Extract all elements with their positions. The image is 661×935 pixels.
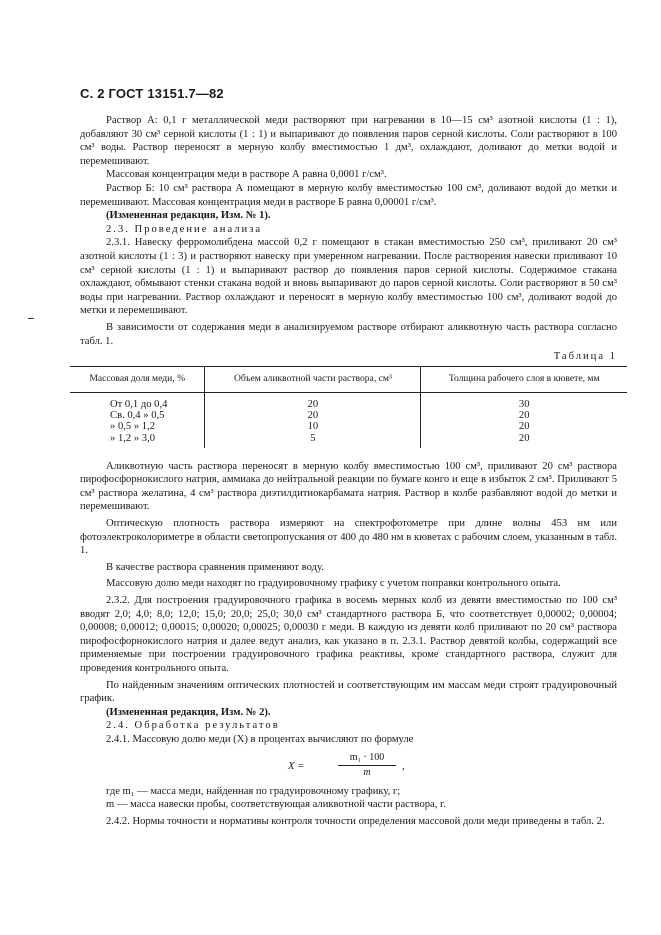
paragraph-optical-density: Оптическую плотность раствора измеряют на спектрофотометре при длине волны 453 нм или фотоэлектроколориметре в области светопропускания от 400 до 480 нм в кюветах с рабочим слоем, указанным в табл. 1. [80, 518, 617, 557]
table-header-cell: Массовая доля меди, % [70, 366, 205, 392]
table-row [70, 433, 627, 448]
paragraph-aliquot-transfer: Аликвотную часть раствора переносят в мерную колбу вместимостью 100 см³, приливают 20 см³ раствора пирофосфорнокислого натрия, аммиака до нейтральной реакции по бумаге конго и еще в избыток 2 см³. Приливают 5 см³ раствора желатина, 4 см³ раствора диэтилдитиокарбамата натрия. Раствор в колбе разбавляют водой до метки и перемешивают. [80, 460, 617, 513]
paragraph-copper-fraction: Массовую долю меди находят по градуировочному графику с учетом поправки контрольного опыта. [106, 578, 561, 590]
formula-fraction [338, 751, 396, 780]
table-cell: 20 [205, 392, 421, 410]
paragraph-2-4-2: 2.4.2. Нормы точности и нормативы контроля точности определения массовой доли меди приведены в табл. 2. [106, 815, 605, 827]
formula-lhs: X = [288, 760, 305, 772]
revision-note-1: (Измененная редакция, Изм. № 1). [106, 210, 271, 222]
table-row [70, 421, 627, 432]
paragraph-aliquot: В зависимости от содержания меди в анализируемом растворе отбирают аликвотную часть раствора согласно табл. 1. [80, 321, 617, 347]
table-1 [70, 366, 627, 448]
margin-mark [28, 318, 34, 319]
paragraph-reference-solution: В качестве раствора сравнения применяют воду. [106, 561, 324, 573]
paragraph-solution-a: Раствор А: 0,1 г металлической меди растворяют при нагревании в 10—15 см³ азотной кислоты (1 : 1), добавляют 30 см³ серной кислоты (1 : 1) и выпаривают до появления паров серной кислоты. Соли растворяют в 100 см³ воды. Раствор переносят в мерную колбу вместимостью 1 дм³, охлаждают, доливают до метки водой и перемешивают. [80, 115, 617, 167]
table-row [70, 392, 627, 410]
section-heading-results: 2.4. Обработка результатов [106, 720, 280, 732]
revision-note-2: (Измененная редакция, Изм. № 2). [106, 706, 271, 718]
table-cell: 20 [421, 410, 627, 421]
table-row [70, 410, 627, 421]
table-cell: 20 [205, 410, 421, 421]
formula-tail: , [402, 760, 405, 772]
formula-numerator: m₁ · 100 [338, 751, 396, 767]
table-cell: 10 [205, 421, 421, 432]
formula [80, 751, 617, 781]
document-body [80, 114, 617, 828]
table-cell: От 0,1 до 0,4 [110, 398, 168, 410]
table-caption: Таблица 1 [553, 351, 617, 363]
table-cell: 20 [421, 421, 627, 432]
paragraph-calibration: По найденным значениям оптических плотностей и соответствующим им массам меди строят градуировочный график. [80, 679, 617, 705]
variable-definition-m1: где m₁ — масса меди, найденная по градуировочному графику, г; [106, 785, 401, 797]
table-cell: Св. 0,4 » 0,5 [110, 410, 165, 422]
table-header-cell: Объем аликвотной части раствора, см³ [205, 366, 421, 392]
formula-denominator: m [363, 767, 371, 779]
paragraph-2-4-1: 2.4.1. Массовую долю меди (X) в процентах вычисляют по формуле [106, 733, 414, 745]
paragraph-solution-b: Раствор Б: 10 см³ раствора А помещают в мерную колбу вместимостью 100 см³, доливают водой до метки и перемешивают. Массовая концентрация меди в растворе Б равна 0,00001 г/см³. [80, 182, 617, 208]
table-cell: 30 [421, 392, 627, 410]
table-cell: 20 [421, 433, 627, 448]
paragraph-2-3-1: 2.3.1. Навеску ферромолибдена массой 0,2 г помещают в стакан вместимостью 250 см³, приливают 20 см³ азотной кислоты (1 : 3) и растворяют навеску при умеренном нагревании. После растворения навески приливают 10 см³ серной кислоты (1 : 1) и выпаривают раствор до появления паров серной кислоты. Содержимое стакана охлаждают, обмывают стенки стакана водой и вновь выпаривают до паров серной кислоты. Соли растворяют в 50 см³ воды при нагревании. Раствор охлаждают и переносят в мерную колбу вместимостью 100 см³, доливают водой до метки и перемешивают. [80, 237, 617, 317]
table-cell: » 1,2 » 3,0 [110, 432, 156, 444]
paragraph-2-3-2: 2.3.2. Для построения градуировочного графика в восемь мерных колб из девяти вместимостью по 100 см³ вводят 2,0; 4,0; 8,0; 12,0; 15,0; 20,0; 25,0; 30,0 см³ стандартного раствора Б, что соответствует 0,00002; 0,00004; 0,00008; 0,00012; 0,00015; 0,00020; 0,00025; 0,00030 г меди. В каждую из девяти колб приливают по 20 см³ раствора пирофосфорнокислого натрия и далее ведут анализ, как указано в п. 2.3.1. Раствор девятой колбы, содержащий все применяемые при построении градуировочного графика реактивы, кроме стандартного раствора, служит для проведения контрольного опыта. [80, 595, 617, 675]
page-header: С. 2 ГОСТ 13151.7—82 [80, 86, 224, 101]
variable-definition-m: m — масса навески пробы, соответствующая аликвотной части раствора, г. [106, 799, 446, 811]
section-heading-analysis: 2.3. Проведение анализа [106, 223, 263, 235]
table-header-cell: Толщина рабочего слоя в кювете, мм [421, 366, 627, 392]
table-cell: 5 [205, 433, 421, 448]
table-cell: » 0,5 » 1,2 [110, 421, 156, 433]
paragraph-concentration-a: Массовая концентрация меди в растворе А равна 0,0001 г/см³. [106, 169, 387, 181]
